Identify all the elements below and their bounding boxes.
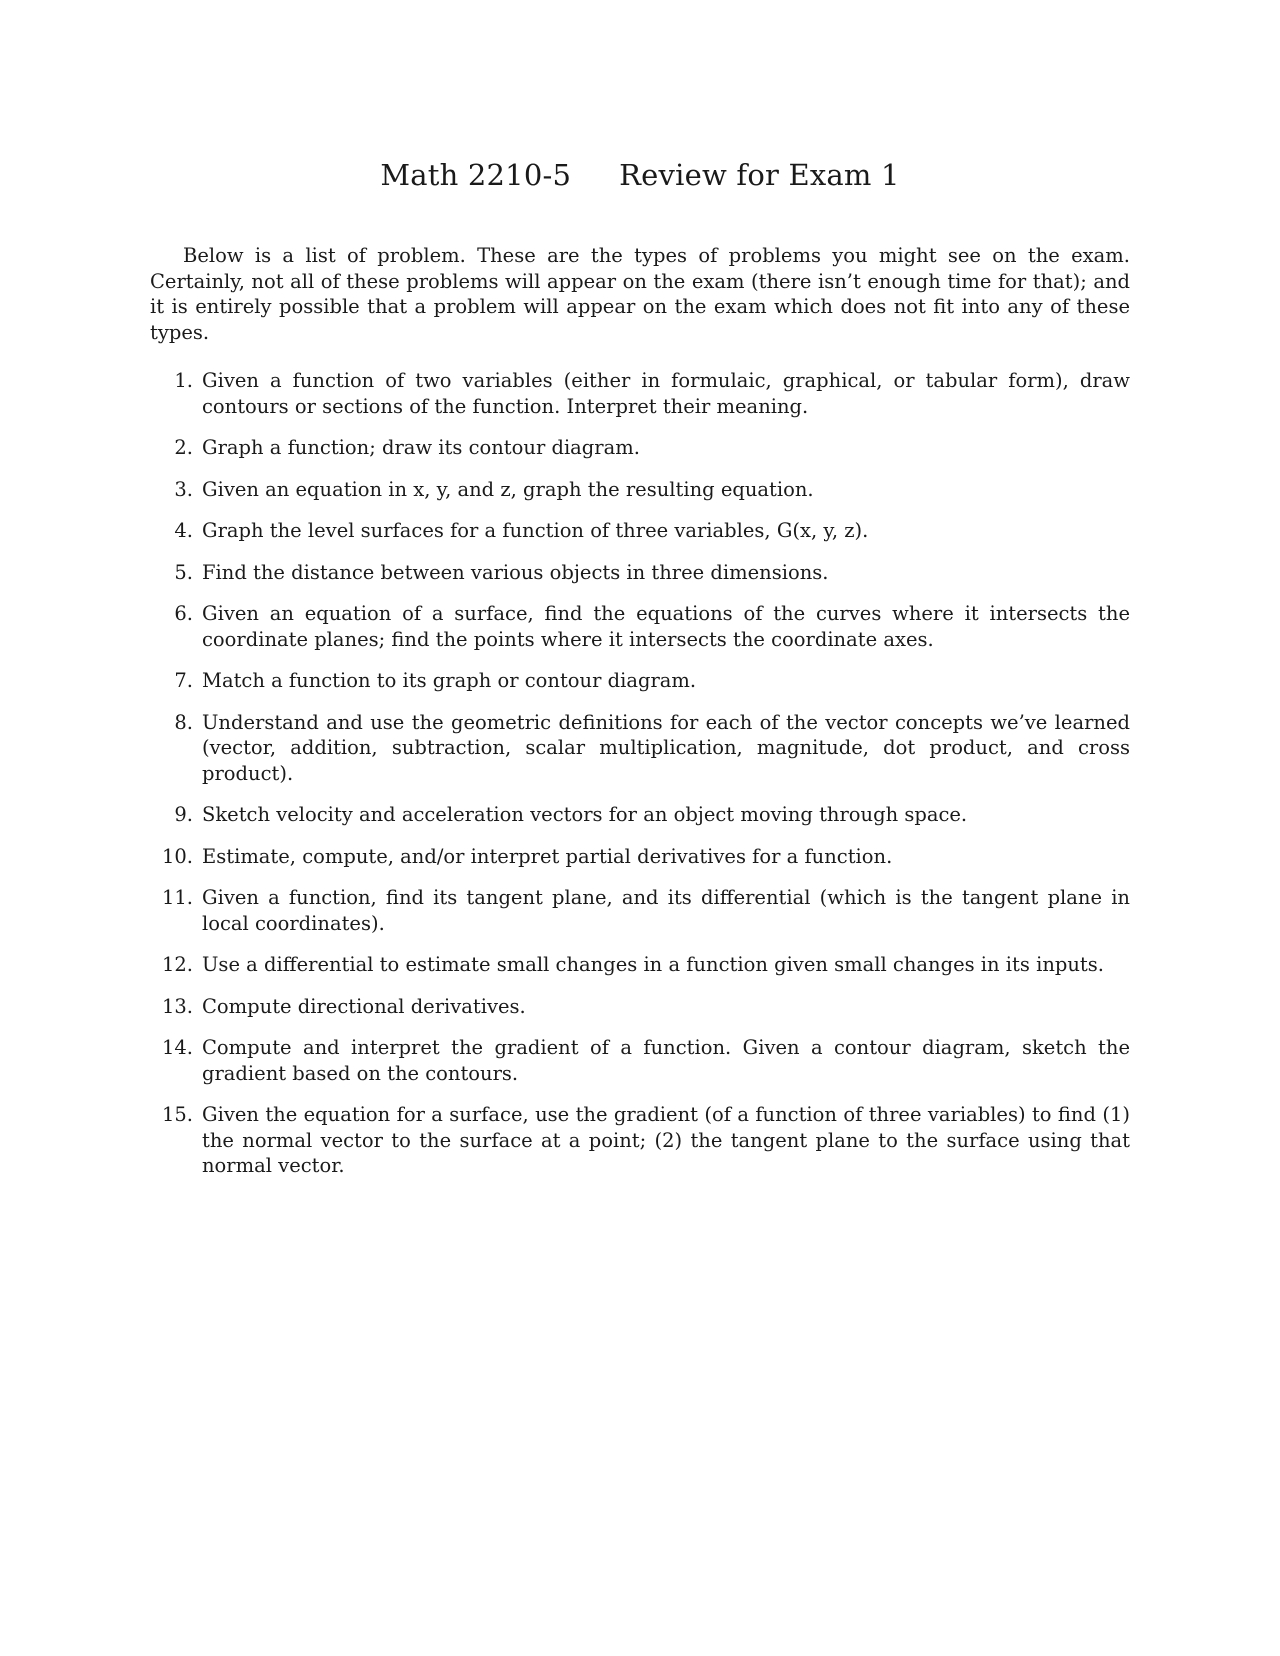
problem-item xyxy=(150,560,1130,586)
problem-item xyxy=(150,1035,1130,1086)
intro-paragraph: Below is a list of problem. These are the types of problems you might see on the exam. Certainly, not all of these problems will appear on the exam (there isn’t enough time for that); and it is entirely possible that a problem will appear on the exam which does not fit into any of these types. xyxy=(150,244,1130,344)
problem-text: Given a function of two variables (either in formulaic, graphical, or tabular form), draw contours or sections of the function. Interpret their meaning. xyxy=(202,369,1130,418)
problem-text: Match a function to its graph or contour diagram. xyxy=(202,669,697,692)
problem-item xyxy=(150,802,1130,828)
problem-item xyxy=(150,435,1130,461)
problem-text: Compute directional derivatives. xyxy=(202,994,526,1018)
problem-text: Graph a function; draw its contour diagram. xyxy=(202,436,640,459)
problem-text: Compute and interpret the gradient of a function. Given a contour diagram, sketch the gradient based on the contours. xyxy=(202,1036,1130,1085)
problem-item xyxy=(150,601,1130,652)
problem-text: Given an equation of a surface, find the equations of the curves where it intersects the coordinate planes; find the points where it intersects the coordinate axes. xyxy=(202,602,1130,651)
problem-text: Sketch velocity and acceleration vectors for an object moving through space. xyxy=(202,803,968,826)
problem-number: 6. xyxy=(174,602,193,625)
problem-item xyxy=(150,368,1130,419)
problem-item xyxy=(150,668,1130,694)
problem-number: 1. xyxy=(174,369,193,392)
problem-item xyxy=(150,1102,1130,1179)
problem-number: 3. xyxy=(174,477,193,501)
problem-number: 2. xyxy=(174,436,193,459)
problem-number: 7. xyxy=(174,669,193,692)
problem-number: 9. xyxy=(174,803,193,826)
problem-text: Use a differential to estimate small changes in a function given small changes in its inputs. xyxy=(202,953,1104,976)
problem-text: Understand and use the geometric definitions for each of the vector concepts we’ve learned (vector, addition, subtraction, scalar multiplication, magnitude, dot product, and cross product). xyxy=(202,710,1130,785)
problem-number: 15. xyxy=(161,1103,193,1126)
problem-text: Find the distance between various objects in three dimensions. xyxy=(202,560,829,584)
course-number: Math 2210-5 xyxy=(380,158,572,192)
problem-number: 13. xyxy=(161,994,193,1018)
problem-text: Given a function, find its tangent plane, and its differential (which is the tangent plane in local coordinates). xyxy=(202,886,1130,935)
problem-text: Graph the level surfaces for a function of three variables, G(x, y, z). xyxy=(202,519,869,542)
problem-number: 8. xyxy=(174,710,193,734)
problem-list xyxy=(150,368,1130,1195)
problem-item xyxy=(150,710,1130,787)
document-title: Review for Exam 1 xyxy=(619,158,900,192)
problem-text: Estimate, compute, and/or interpret partial derivatives for a function. xyxy=(202,844,893,868)
problem-number: 5. xyxy=(174,560,193,584)
page-title xyxy=(150,155,1130,195)
problem-text: Given the equation for a surface, use the gradient (of a function of three variables) to find (1) the normal vector to the surface at a point; (2) the tangent plane to the surface using that normal vector. xyxy=(202,1103,1130,1177)
problem-number: 14. xyxy=(161,1036,193,1059)
problem-number: 4. xyxy=(174,519,193,542)
problem-item xyxy=(150,994,1130,1020)
problem-text: Given an equation in x, y, and z, graph the resulting equation. xyxy=(202,477,814,501)
problem-item xyxy=(150,844,1130,870)
problem-item xyxy=(150,885,1130,936)
problem-item xyxy=(150,477,1130,503)
problem-item xyxy=(150,518,1130,544)
problem-item xyxy=(150,952,1130,978)
problem-number: 10. xyxy=(161,844,193,868)
problem-number: 11. xyxy=(161,886,193,909)
problem-number: 12. xyxy=(161,953,193,976)
